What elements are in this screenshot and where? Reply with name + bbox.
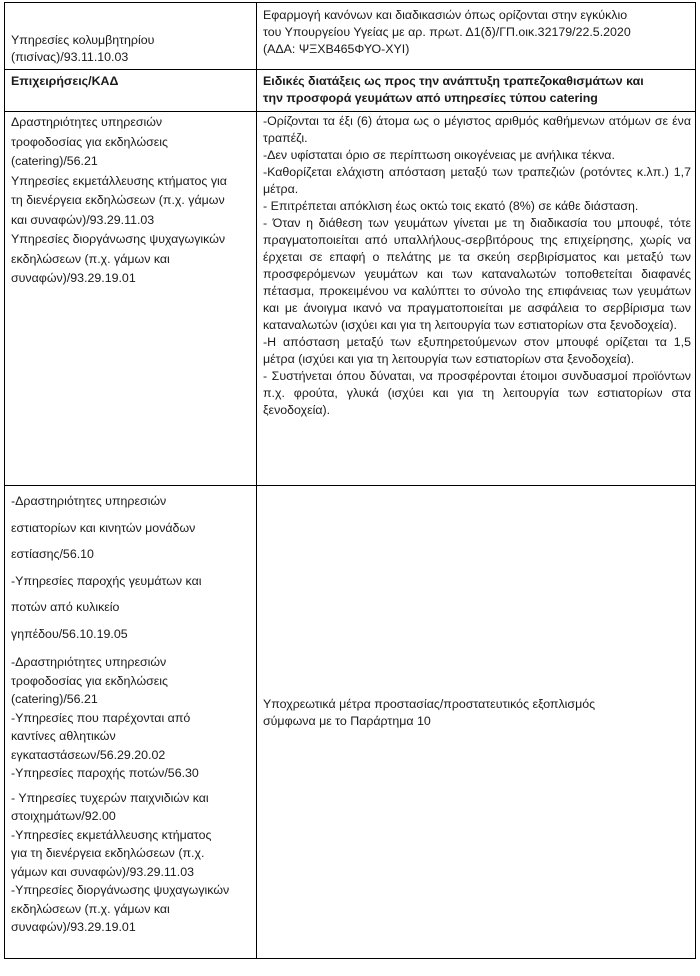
cell-line: γηπέδου/56.10.19.05	[11, 626, 128, 641]
provision-paragraph: - Επιτρέπεται απόκλιση έως οκτώ τοις εκατό (8%) σε κάθε διάσταση.	[263, 199, 639, 213]
cell-line: συναφών)/93.29.19.01	[11, 920, 136, 934]
provision-cell	[257, 112, 696, 486]
cell-line: Δραστηριότητες υπηρεσιών	[11, 115, 163, 129]
business-cell	[5, 3, 257, 70]
cell-line: -Υπηρεσίες παροχής ποτών/56.30	[11, 766, 199, 780]
provision-paragraph: -Δεν υφίσταται όριο σε περίπτωση οικογένειας με ανήλικα τέκνα.	[263, 148, 615, 162]
cell-line: -Υπηρεσίες παροχής γευμάτων και	[11, 573, 202, 588]
cell-line: Εφαρμογή κανόνων και διαδικασιών όπως ορίζονται στην εγκύκλιο	[263, 8, 628, 22]
table-row	[5, 112, 696, 486]
table-row	[5, 3, 696, 70]
cell-line: γάμων και συναφών)/93.29.11.03	[11, 864, 195, 879]
business-cell	[5, 112, 257, 486]
cell-line: τη διενέργεια εκδηλώσεων (π.χ. γάμων	[11, 193, 225, 207]
cell-line: -Δραστηριότητες υπηρεσιών	[11, 655, 167, 669]
provision-cell	[257, 3, 696, 70]
cell-line: τροφοδοσίας για εκδηλώσεις	[11, 673, 169, 688]
cell-line: -Δραστηριότητες υπηρεσιών	[11, 494, 167, 508]
cell-line: Υπηρεσίες διοργάνωσης ψυχαγωγικών	[11, 232, 226, 246]
cell-line: τροφοδοσίας για εκδηλώσεις	[11, 134, 169, 149]
cell-line: (catering)/56.21	[11, 692, 98, 706]
cell-line: του Υπουργείου Υγείας με αρ. πρωτ. Δ1(δ)/ΓΠ.οικ.32179/22.5.2020	[263, 25, 631, 39]
provision-paragraph: - Συστήνεται όπου δύναται, να προσφέρονται έτοιμοι συνδυασμοί προϊόντων π.χ. φρούτα, γλυκά (ισχύει και για τη λειτουργία των εστιατορίων στα ξενοδοχεία).	[263, 369, 691, 417]
column-header-provisions	[257, 70, 696, 112]
cell-line: Υποχρεωτικά μέτρα προστασίας/προστατευτικός εξοπλισμός	[263, 697, 596, 711]
table-row	[5, 486, 696, 959]
cell-line: -Υπηρεσίες εκμετάλλευσης κτήματος	[11, 827, 212, 842]
cell-line: για τη διενέργεια εκδηλώσεων (π.χ.	[11, 846, 205, 860]
cell-line: -Υπηρεσίες διοργάνωσης ψυχαγωγικών	[11, 883, 230, 897]
provision-paragraph: -Ορίζονται τα έξι (6) άτομα ως ο μέγιστος αριθμός καθήμενων ατόμων σε ένα τραπέζι.	[263, 114, 691, 145]
cell-line: στοιχημάτων/92.00	[11, 809, 116, 823]
cell-line: Υπηρεσίες εκμετάλλευσης κτήματος για	[11, 173, 227, 188]
cell-line: εστιατορίων και κινητών μονάδων	[11, 520, 196, 535]
provision-cell	[257, 486, 696, 959]
cell-line: εγκαταστάσεων/56.29.20.02	[11, 747, 166, 762]
cell-line: - Υπηρεσίες τυχερών παιχνιδιών και	[11, 790, 209, 805]
cell-line: -Υπηρεσίες που παρέχονται από	[11, 710, 191, 725]
table-header-row	[5, 70, 696, 112]
provision-paragraph: -Καθορίζεται ελάχιστη απόσταση μεταξύ των τραπεζιών (ροτόντες κ.λπ.) 1,7 μέτρα.	[263, 165, 691, 196]
cell-line: εστίασης/56.10	[11, 547, 94, 561]
cell-line: εκδηλώσεων (π.χ. γάμων και	[11, 901, 170, 916]
cell-line: (πισίνας)/93.11.10.03	[11, 50, 129, 64]
cell-line: σύμφωνα με το Παράρτημα 10	[263, 714, 431, 728]
cell-line: (catering)/56.21	[11, 154, 98, 168]
header-text: Επιχειρήσεις/ΚΑΔ	[11, 74, 119, 88]
cell-line: (ΑΔΑ: ΨΞΧΒ465ΦΥΟ-ΧΥΙ)	[263, 42, 410, 56]
provision-paragraph: -Η απόσταση μεταξύ των εξυπηρετούμενων στον μπουφέ ορίζεται τα 1,5 μέτρα (ισχύει και για τη λειτουργία των εστιατορίων στα ξενοδοχεία).	[263, 335, 691, 366]
cell-line: συναφών)/93.29.19.01	[11, 271, 136, 285]
cell-line: Υπηρεσίες κολυμβητηρίου	[11, 33, 155, 47]
cell-line: ποτών από κυλικείο	[11, 600, 120, 614]
business-cell	[5, 486, 257, 959]
cell-line: καντίνες αθλητικών	[11, 729, 116, 743]
header-text: την προσφορά γευμάτων από υπηρεσίες τύπου catering	[263, 91, 598, 105]
provision-paragraph: - Όταν η διάθεση των γευμάτων γίνεται με τη διαδικασία του μπουφέ, τότε πραγματοποιείται από υπαλλήλους-σερβιτόρους της επιχείρησης, χωρίς να έρχεται σε επαφή ο πελάτης με τα σκεύη σερβιρίσματος και μεταξύ των προσφερόμενων γευμάτων και των καταναλωτών τοποθετείται διαφανές πέτασμα, προκειμένου να καλύπτει το σύνολο της επιφάνειας των γευμάτων και με άνοιγμα ικανό να πραγματοποιείται με ασφάλεια το σερβίρισμα των καταναλωτών (ισχύει και για τη λειτουργία των εστιατορίων στα ξενοδοχεία).	[263, 216, 691, 332]
regulation-table	[4, 2, 696, 959]
cell-line: εκδηλώσεων (π.χ. γάμων και	[11, 251, 170, 266]
column-header-business	[5, 70, 257, 112]
header-text: Ειδικές διατάξεις ως προς την ανάπτυξη τραπεζοκαθισμάτων και	[263, 74, 644, 88]
cell-line: και συναφών)/93.29.11.03	[11, 212, 155, 227]
